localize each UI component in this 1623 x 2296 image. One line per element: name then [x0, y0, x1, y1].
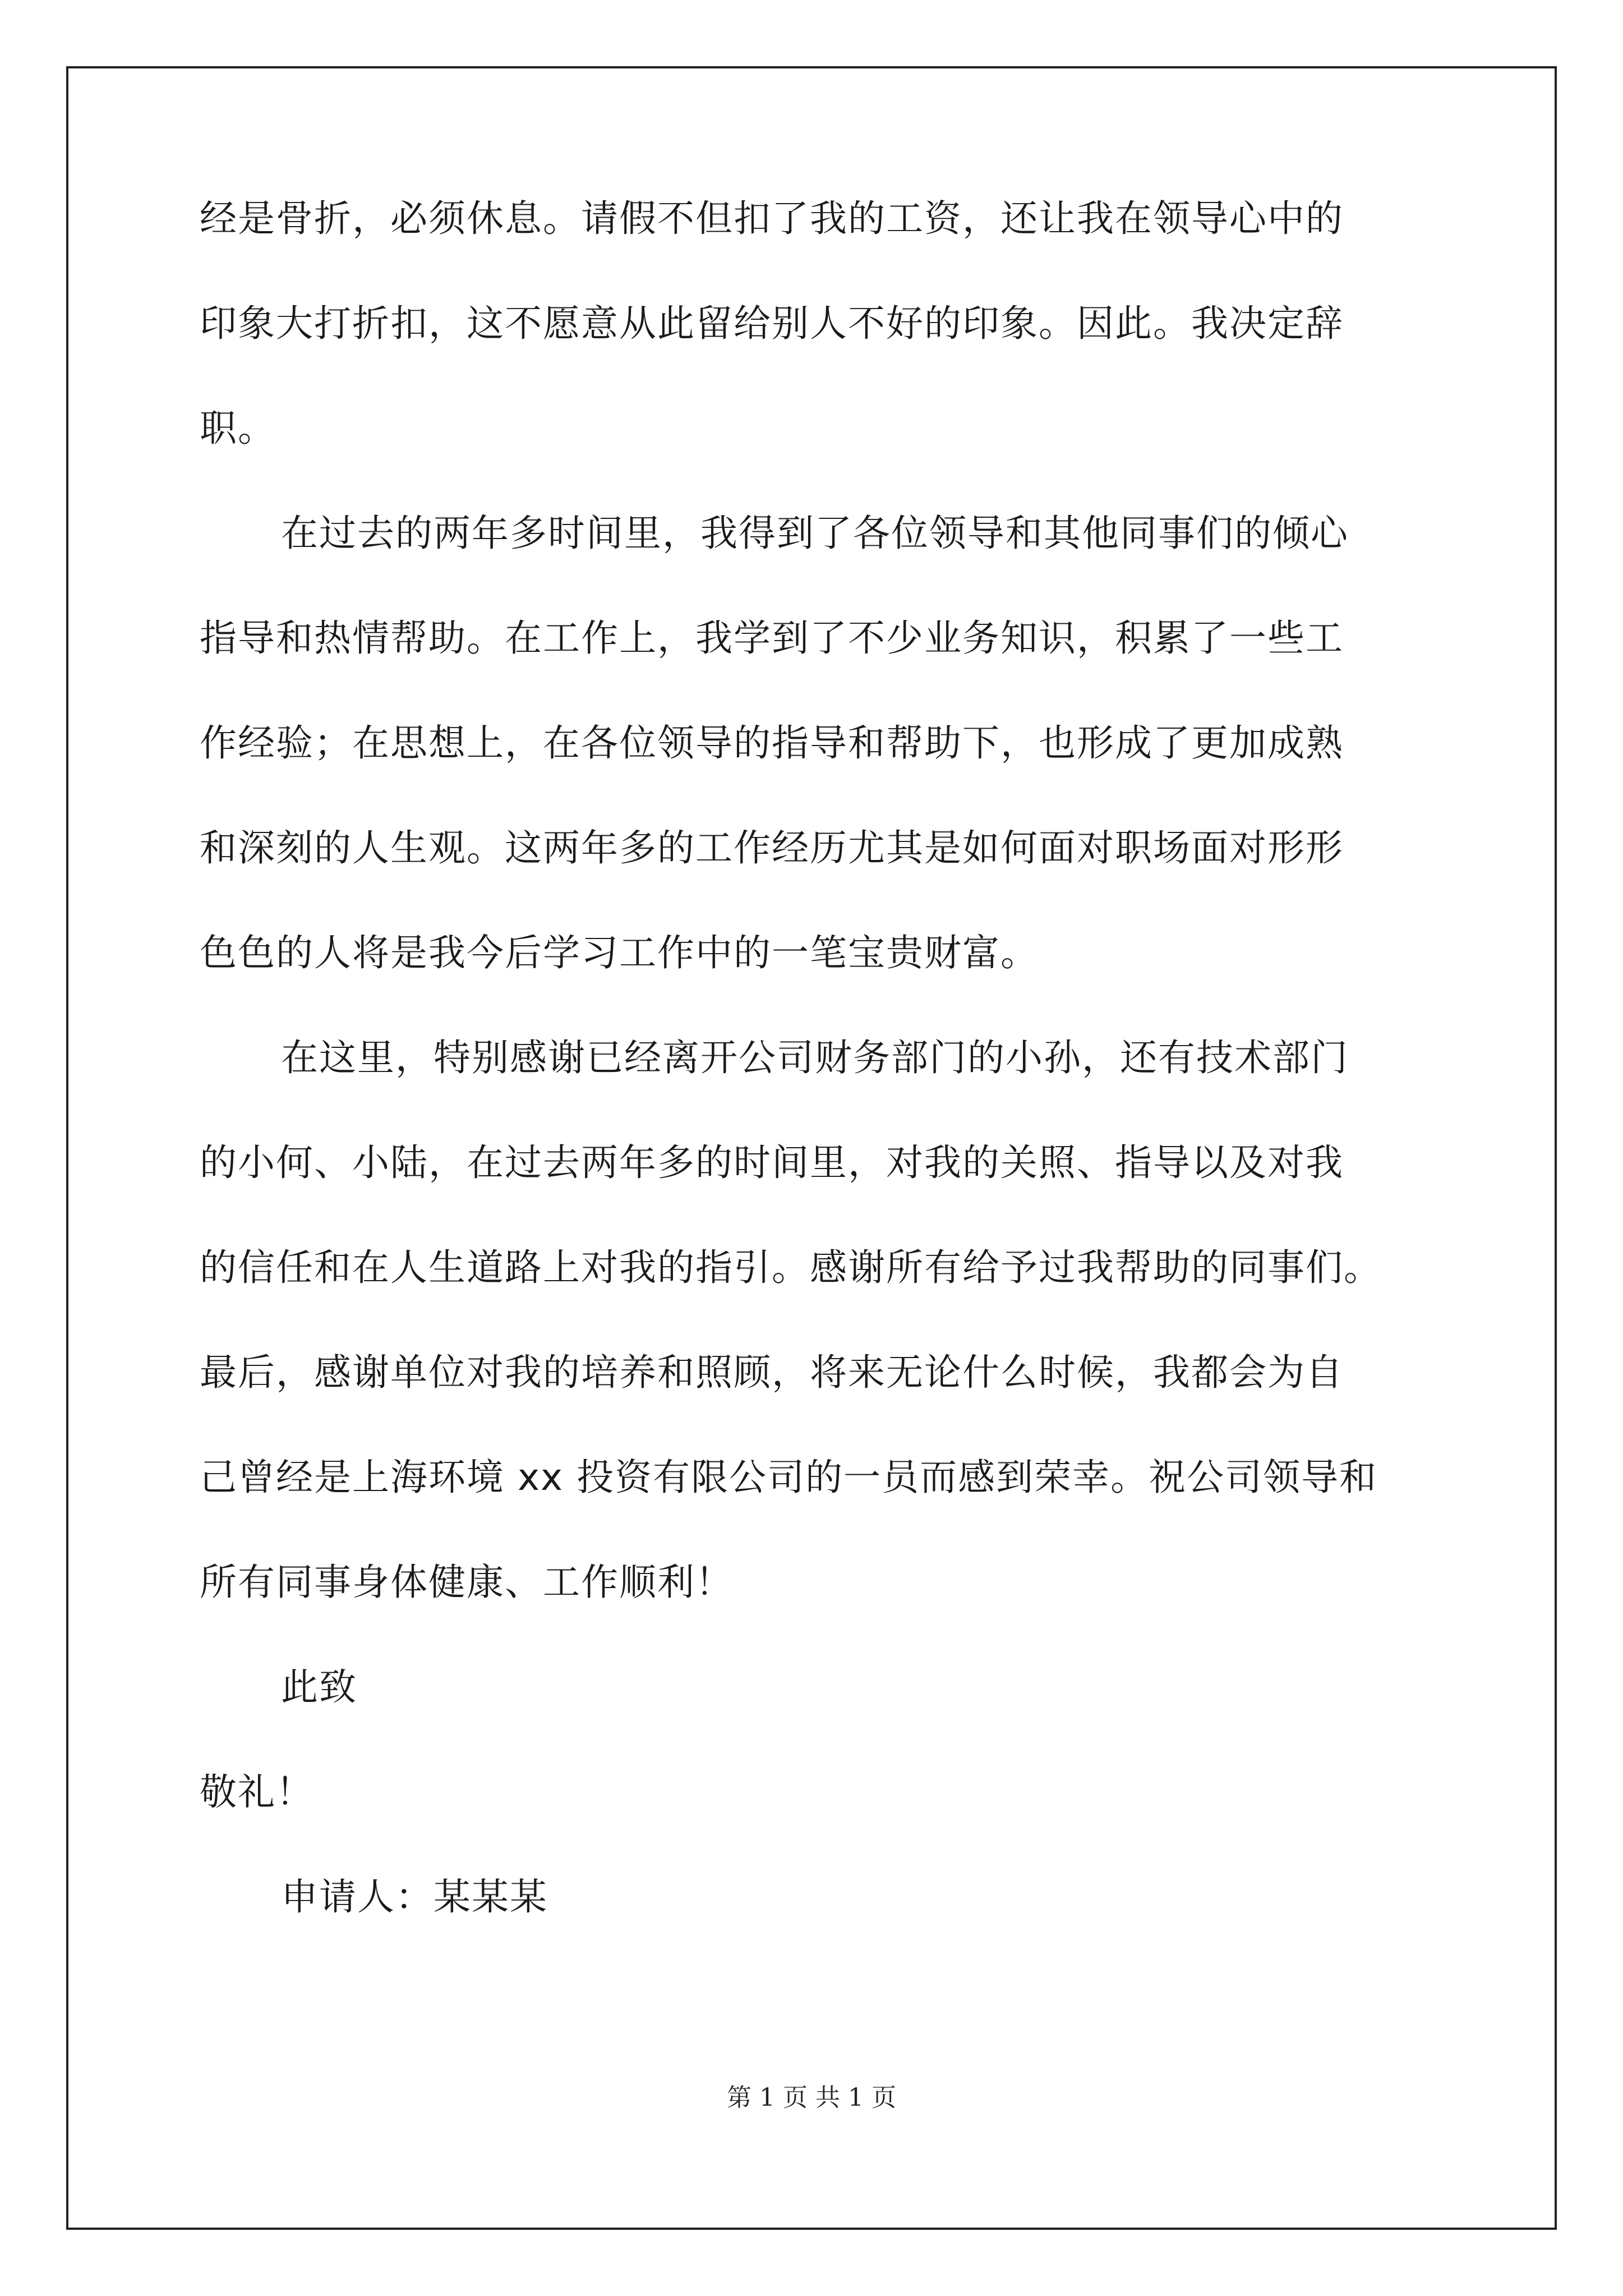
text-line: 最后，感谢单位对我的培养和照顾，将来无论什么时候，我都会为自	[200, 1351, 1344, 1394]
closing-regards: 敬礼！	[200, 1770, 314, 1814]
page-number: 第 1 页 共 1 页	[727, 2083, 896, 2112]
text-line: 经是骨折，必须休息。请假不但扣了我的工资，还让我在领导心中的	[200, 197, 1344, 240]
document-body	[200, 194, 1439, 1977]
text-line: 所有同事身体健康、工作顺利！	[200, 1561, 734, 1604]
text-line: 职。	[200, 407, 276, 450]
text-line: 的信任和在人生道路上对我的指引。感谢所有给予过我帮助的同事们。	[200, 1246, 1382, 1289]
text-line: 作经验；在思想上，在各位领导的指导和帮助下，也形成了更加成熟	[200, 721, 1344, 765]
text-line: 指导和热情帮助。在工作上，我学到了不少业务知识，积累了一些工	[200, 616, 1344, 660]
text-line: 色色的人将是我今后学习工作中的一笔宝贵财富。	[200, 931, 1039, 974]
closing-salutation: 此致	[281, 1665, 357, 1709]
text-line: 印象大打折扣，这不愿意从此留给别人不好的印象。因此。我决定辞	[200, 302, 1344, 345]
signature-line: 申请人：某某某	[281, 1875, 548, 1918]
text-line: 的小何、小陆，在过去两年多的时间里，对我的关照、指导以及对我	[200, 1141, 1344, 1184]
text-line: 己曾经是上海环境 xx 投资有限公司的一员而感到荣幸。祝公司领导和	[200, 1456, 1378, 1499]
paragraph-start-line: 在这里，特别感谢已经离开公司财务部门的小孙，还有技术部门	[281, 1036, 1349, 1079]
text-line: 和深刻的人生观。这两年多的工作经历尤其是如何面对职场面对形形	[200, 826, 1344, 869]
paragraph-start-line: 在过去的两年多时间里，我得到了各位领导和其他同事们的倾心	[281, 512, 1349, 555]
